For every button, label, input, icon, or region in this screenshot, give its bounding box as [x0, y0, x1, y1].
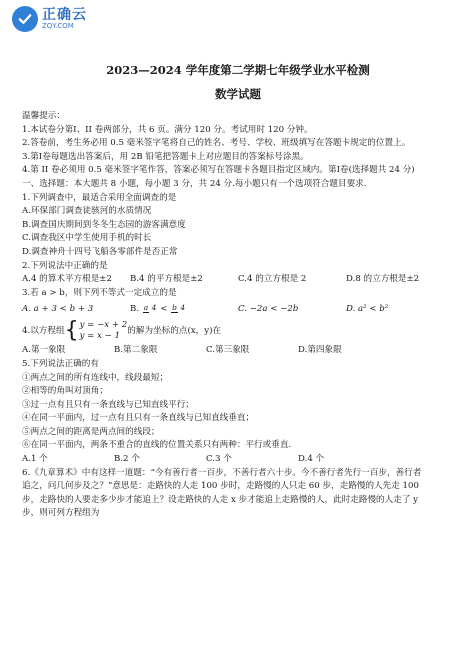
- q5-statement-2: ②相等的角叫对顶角；: [22, 386, 108, 397]
- q5-statement-5: ⑤两点之间的距离是两点间的线段；: [22, 426, 160, 437]
- q3-stem: 3.若 a > b，则下列不等式一定成立的是: [22, 287, 177, 298]
- q4-option-d: D.第四象限: [298, 345, 342, 356]
- q4-equation-1: y = −x + 2: [79, 320, 128, 331]
- q3-option-d: D. a² < b²: [346, 304, 389, 315]
- q5-option-c: C.3 个: [206, 454, 232, 465]
- logo-name: 正确云: [42, 7, 87, 23]
- notice-1: 1.本试卷分第I、II 卷两部分，共 6 页。满分 120 分。考试用时 120 分钟。: [22, 124, 313, 135]
- q5-statement-4: ④在同一平面内，过一点有且只有一条直线与已知直线垂直；: [22, 413, 255, 424]
- q2-option-c: C.4 的立方根是 2: [238, 274, 307, 285]
- q1-stem: 1.下列调查中，最适合采用全面调查的是: [22, 192, 177, 203]
- q4-stem-suffix: 的解为坐标的点(x，y)在: [127, 325, 222, 336]
- q3-option-b-frac-right: [171, 304, 185, 313]
- q2-option-a: A.4 的算术平方根是±2: [22, 274, 112, 285]
- q5-option-d: D.4 个: [298, 454, 325, 465]
- q5-statement-6: ⑥在同一平面内，两条不重合的直线的位置关系只有两种：平行或垂直.: [22, 440, 292, 451]
- q1-option-d: D.调查神舟十四号飞船各零部件是否正常: [22, 246, 178, 257]
- logo-check-icon: [12, 6, 38, 32]
- q4-equation-2: y = x − 1: [79, 331, 121, 342]
- q4-option-b: B.第二象限: [114, 345, 158, 356]
- frac-numerator: a: [143, 303, 149, 313]
- frac-denominator: 4: [180, 303, 186, 313]
- q5-statement-1: ①两点之间的所有连线中，线段最短；: [22, 372, 169, 383]
- q4-option-c: C.第三象限: [206, 345, 250, 356]
- q6-line-1: 6.《九章算术》中有这样一道题：“今有善行者一百步，不善行者六十步。今不善行者先行一百步，善行者: [22, 467, 422, 478]
- q2-option-d: D.8 的立方根是±2: [346, 274, 420, 285]
- q3-option-c: C. −2a < −2b: [238, 304, 299, 315]
- q1-option-b: B.调查国庆期间到冬冬生态园的游客满意度: [22, 219, 186, 230]
- q5-option-a: A.1 个: [22, 454, 48, 465]
- q4-option-a: A.第一象限: [22, 345, 66, 356]
- frac-denominator: 4: [151, 303, 157, 313]
- brace-icon: {: [64, 318, 79, 344]
- q3-option-b-relation: <: [160, 304, 168, 315]
- notice-heading: 温馨提示：: [22, 111, 65, 121]
- q3-option-b-label: B.: [130, 304, 140, 315]
- q1-option-c: C.调查我区中学生使用手机的时长: [22, 233, 152, 244]
- q5-options: [22, 453, 454, 467]
- q1-option-a: A.环保部门调查徒骇河的水质情况: [22, 206, 152, 217]
- q3-option-b-frac-left: [143, 304, 157, 313]
- q4-stem-prefix: 4.以方程组: [22, 325, 65, 336]
- exam-title: 2023—2024 学年度第二学期七年级学业水平检测: [106, 63, 370, 77]
- q2-option-b: B.4 的平方根是±2: [130, 274, 203, 285]
- q6-line-2: 追之，问几何步及之？”意思是：走路快的人走 100 步时，走路慢的人只走 60 步，走路慢的人先走 100: [22, 481, 419, 492]
- section-1-heading: 一、选择题：本大题共 8 小题，每小题 3 分，共 24 分.每小题只有一个选项符合题目要求.: [22, 178, 367, 189]
- q3-options: [22, 300, 454, 318]
- q5-option-b: B.2 个: [114, 454, 140, 465]
- exam-page: [22, 62, 454, 521]
- notice-4: 4.第 II 卷必须用 0.5 毫米签字笔作答，答案必须写在答题卡各题目指定区域内。第Ⅰ卷(选择题共 24 分): [22, 165, 415, 176]
- q6-line-3: 步，走路快的人要走多少步才能追上？设走路快的人走 x 步才能追上走路慢的人，此时走路慢的人走了 y: [22, 494, 419, 505]
- brand-logo: [12, 6, 87, 32]
- logo-url: ZQY.COM: [42, 22, 74, 30]
- notice-3: 3.第I卷每题选出答案后，用 2B 铅笔把答题卡上对应题目的答案标号涂黑。: [22, 151, 309, 162]
- q5-stem: 5.下列说法正确的有: [22, 358, 99, 369]
- exam-subtitle: 数学试题: [215, 87, 261, 101]
- q2-stem: 2.下列说法中正确的是: [22, 260, 108, 271]
- q4-options: [22, 344, 454, 358]
- q5-statement-3: ③过一点有且只有一条直线与已知直线平行；: [22, 399, 194, 410]
- q2-options: [22, 273, 454, 287]
- q3-option-b: [130, 300, 238, 318]
- q4-stem: [22, 318, 454, 344]
- q4-equation-system: [65, 320, 128, 342]
- frac-numerator: b: [172, 303, 177, 313]
- notice-2: 2.答卷前，考生务必用 0.5 毫米签字笔将自己的姓名、考号、学校、班级填写在答题卡规定的位置上。: [22, 138, 411, 149]
- q6-line-4: 步，则可列方程组为: [22, 508, 100, 519]
- q3-option-a: A. a + 3 < b + 3: [22, 304, 94, 315]
